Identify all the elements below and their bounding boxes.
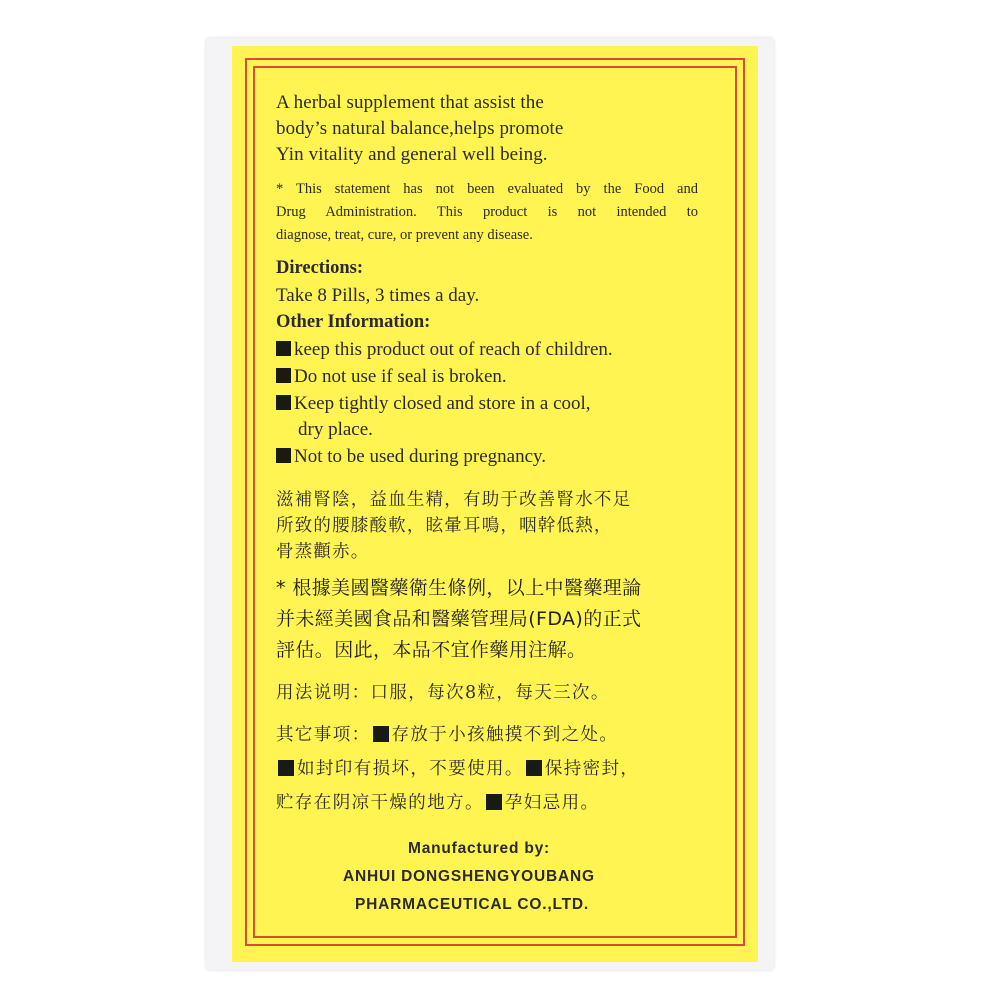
disclaimer-line: diagnose, treat, cure, or prevent any disease. [276, 227, 533, 243]
item-text: Not to be used during pregnancy. [294, 446, 547, 467]
cn-other-text: 贮存在阴凉干燥的地方。 [276, 793, 484, 813]
intro-text [276, 90, 563, 168]
cn-other-label: 其它事项： [276, 725, 371, 745]
other-info-heading: Other Information: [276, 312, 431, 332]
cn-other-notes [276, 718, 639, 820]
disclaimer-line: * This statement has not been evaluated by the Food and [276, 181, 698, 197]
cn-line: 滋補腎陰，益血生精，有助于改善腎水不足 [276, 490, 632, 510]
cn-other-text: 孕妇忌用。 [504, 793, 600, 813]
cn-other-line [276, 718, 639, 752]
cn-other-text: 存放于小孩触摸不到之处。 [391, 725, 619, 745]
cn-other-text: 如封印有损坏，不要使用。 [297, 759, 524, 779]
manufacturer-name-line2: PHARMACEUTICAL CO.,LTD. [355, 896, 589, 913]
other-info-item [276, 366, 507, 388]
cn-line: 評估。因此，本品不宜作藥用注解。 [276, 639, 587, 661]
item-text: keep this product out of reach of children. [294, 339, 613, 360]
square-bullet-icon [278, 760, 294, 776]
cn-fda-note [276, 573, 642, 666]
square-bullet-icon [526, 760, 542, 776]
cn-line: 所致的腰膝酸軟，眩暈耳鳴，咽幹低熱， [276, 516, 613, 536]
other-info-item-cont: dry place. [298, 419, 373, 440]
other-info-item [276, 339, 613, 361]
square-bullet-icon [373, 726, 389, 742]
manufacturer-name-line1: ANHUI DONGSHENGYOUBANG [343, 868, 595, 885]
item-text: Keep tightly closed and store in a cool, [294, 393, 591, 414]
square-bullet-icon [276, 395, 291, 410]
item-text: Do not use if seal is broken. [294, 366, 507, 387]
intro-line: Yin vitality and general well being. [276, 144, 548, 165]
fda-disclaimer [276, 178, 698, 247]
intro-line: A herbal supplement that assist the [276, 92, 544, 113]
square-bullet-icon [276, 341, 291, 356]
cn-line: 并未經美國食品和醫藥管理局(FDA)的正式 [276, 608, 642, 630]
cn-other-line [276, 786, 639, 820]
cn-other-line [276, 752, 639, 786]
cn-benefits [276, 487, 631, 565]
directions-heading: Directions: [276, 258, 363, 278]
directions-text: Take 8 Pills, 3 times a day. [276, 285, 480, 306]
cn-line: * 根據美國醫藥衛生條例，以上中醫藥理論 [276, 577, 642, 599]
cn-other-text: 保持密封， [544, 759, 640, 779]
square-bullet-icon [276, 448, 291, 463]
intro-line: body’s natural balance,helps promote [276, 118, 564, 139]
manufacturer-label: Manufactured by: [408, 840, 550, 857]
other-info-item [276, 393, 591, 415]
other-info-item [276, 446, 546, 468]
cn-usage: 用法说明：口服，每次8粒，每天三次。 [276, 683, 610, 703]
square-bullet-icon [486, 794, 502, 810]
cn-line: 骨蒸顴赤。 [276, 542, 370, 562]
square-bullet-icon [276, 368, 291, 383]
disclaimer-line: Drug Administration. This product is not intended to [276, 204, 698, 220]
